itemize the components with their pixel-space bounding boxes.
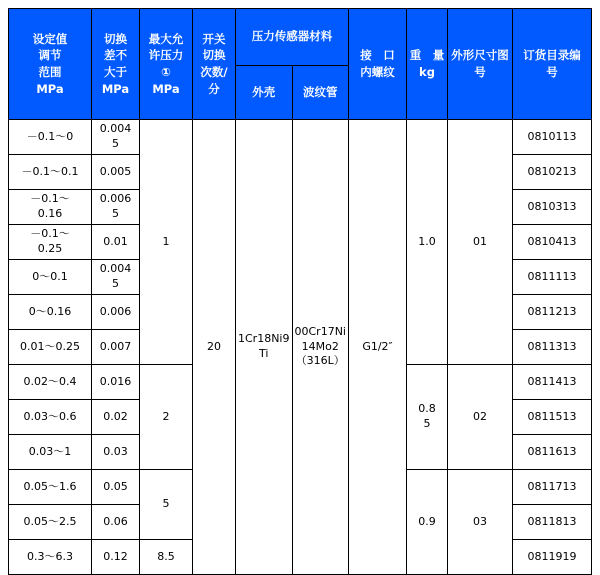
cell-connection: G1/2″ (349, 120, 407, 575)
cell-switch-diff: 0.004 5 (92, 120, 140, 155)
header-connection-line-2: 内螺纹 (360, 65, 395, 79)
cell-dimension-drawing: 03 (448, 470, 513, 575)
cell-order-code: 0810113 (513, 120, 592, 155)
cell-set-range: 0.3～6.3 (9, 540, 92, 575)
cell-order-code: 0811713 (513, 470, 592, 505)
header-max-pressure-line-2: 许压力 (148, 48, 184, 63)
cell-bellows-material: 00Cr17Ni 14Mo2 （316L） (292, 120, 349, 575)
header-dimension-drawing (448, 9, 513, 120)
cell-set-range: 0.03～1 (9, 435, 92, 470)
header-switch-frequency-line-3: 次数/ (200, 65, 228, 79)
cell-dimension-drawing: 01 (448, 120, 513, 365)
header-max-pressure-line-3: ① (161, 65, 171, 79)
table-body (9, 120, 592, 575)
cell-switch-diff: 0.05 (92, 470, 140, 505)
cell-weight: 0.9 (407, 470, 448, 575)
cell-switch-diff: 0.005 (92, 155, 140, 190)
header-order-code-line-1: 订货目录编 (523, 48, 581, 63)
header-sensor-shell: 外壳 (236, 65, 293, 119)
header-switch-diff-line-2: 差不 (104, 48, 127, 63)
cell-dimension-drawing: 02 (448, 365, 513, 470)
header-set-range-line-3: 范围 (38, 65, 62, 79)
cell-switch-diff: 0.01 (92, 225, 140, 260)
header-order-code (513, 9, 592, 120)
cell-switch-diff: 0.007 (92, 330, 140, 365)
cell-order-code: 0811613 (513, 435, 592, 470)
header-switch-diff-line-4: MPa (101, 81, 130, 96)
cell-order-code: 0811813 (513, 505, 592, 540)
cell-switch-diff: 0.02 (92, 400, 140, 435)
cell-weight: 0.8 5 (407, 365, 448, 470)
cell-order-code: 0811513 (513, 400, 592, 435)
header-set-range (9, 9, 92, 120)
cell-switch-diff: 0.004 5 (92, 260, 140, 295)
cell-max-pressure: 5 (140, 470, 193, 540)
cell-set-range: －0.1～0.1 (9, 155, 92, 190)
header-switch-frequency-line-4: 分 (208, 81, 220, 96)
header-switch-frequency-line-2: 切换 (202, 48, 226, 63)
table-row (9, 120, 592, 155)
cell-order-code: 0811213 (513, 295, 592, 330)
header-max-pressure-line-1: 最大允 (148, 31, 184, 46)
cell-order-code: 0811113 (513, 260, 592, 295)
header-switch-diff-line-1: 切换 (104, 31, 127, 46)
cell-switch-diff: 0.12 (92, 540, 140, 575)
cell-max-pressure: 2 (140, 365, 193, 470)
cell-order-code: 0811313 (513, 330, 592, 365)
header-set-range-line-1: 设定值 (32, 31, 68, 46)
header-weight-line-2: kg (419, 65, 435, 79)
cell-order-code: 0810213 (513, 155, 592, 190)
cell-order-code: 0810313 (513, 190, 592, 225)
header-switch-frequency-line-1: 开关 (202, 31, 226, 46)
cell-set-range: 0.05～2.5 (9, 505, 92, 540)
header-set-range-line-4: MPa (36, 81, 64, 96)
header-sensor-material-group: 压力传感器材料 (236, 9, 349, 66)
cell-weight: 1.0 (407, 120, 448, 365)
cell-set-range: 0～0.1 (9, 260, 92, 295)
header-row-1 (9, 9, 592, 66)
header-sensor-bellows: 波纹管 (292, 65, 349, 119)
cell-set-range: 0.03～0.6 (9, 400, 92, 435)
header-max-pressure-line-4: MPa (152, 81, 180, 96)
cell-set-range: 0.01～0.25 (9, 330, 92, 365)
cell-switch-diff: 0.006 5 (92, 190, 140, 225)
cell-switch-diff: 0.03 (92, 435, 140, 470)
header-weight (407, 9, 448, 120)
cell-max-pressure: 8.5 (140, 540, 193, 575)
cell-shell-material: 1Cr18Ni9 Ti (236, 120, 293, 575)
cell-order-code: 0810413 (513, 225, 592, 260)
header-switch-diff-line-3: 大于 (104, 65, 127, 79)
cell-switch-frequency: 20 (193, 120, 236, 575)
header-weight-line-1: 重 量 (409, 48, 445, 63)
cell-set-range: －0.1～ 0.16 (9, 190, 92, 225)
header-set-range-line-2: 调节 (38, 48, 62, 63)
header-dimension-drawing-line-1: 外形尺寸图 (451, 48, 509, 63)
cell-max-pressure: 1 (140, 120, 193, 365)
header-connection-line-1: 接 口 (360, 48, 395, 63)
header-switch-frequency (193, 9, 236, 120)
table-header (9, 9, 592, 120)
header-dimension-drawing-line-2: 号 (474, 65, 486, 79)
cell-set-range: 0～0.16 (9, 295, 92, 330)
header-order-code-line-2: 号 (546, 65, 558, 79)
cell-set-range: 0.05～1.6 (9, 470, 92, 505)
cell-set-range: 0.02～0.4 (9, 365, 92, 400)
header-switch-diff (92, 9, 140, 120)
specification-table (8, 8, 592, 575)
cell-set-range: －0.1～ 0.25 (9, 225, 92, 260)
header-max-pressure (140, 9, 193, 120)
cell-order-code: 0811919 (513, 540, 592, 575)
header-connection (349, 9, 407, 120)
cell-switch-diff: 0.016 (92, 365, 140, 400)
cell-switch-diff: 0.006 (92, 295, 140, 330)
cell-switch-diff: 0.06 (92, 505, 140, 540)
cell-set-range: －0.1～0 (9, 120, 92, 155)
cell-order-code: 0811413 (513, 365, 592, 400)
